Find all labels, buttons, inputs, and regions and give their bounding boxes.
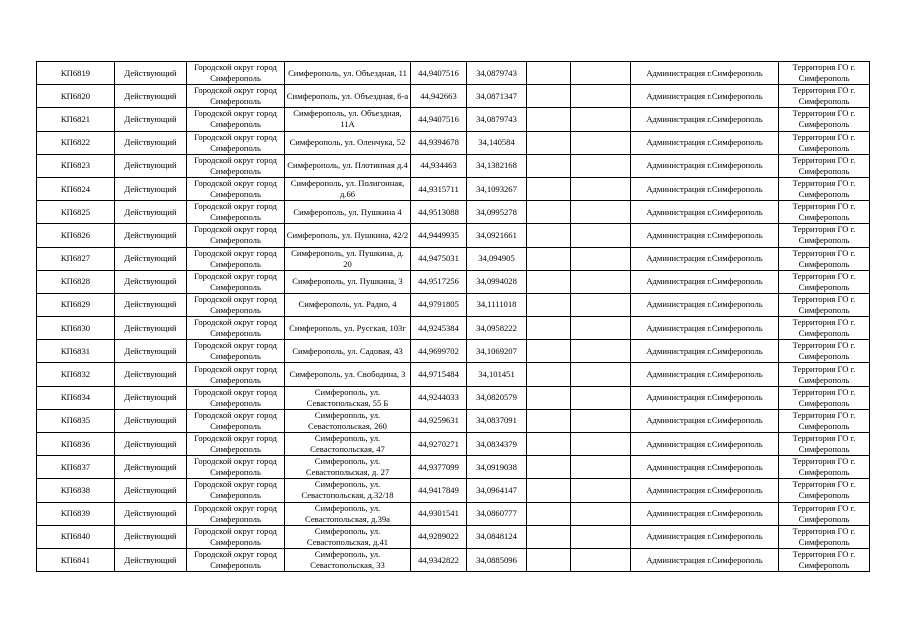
cell-address: Симферополь, ул. Плотинная д.4 [285,154,411,177]
cell-longitude: 34,0919038 [467,456,527,479]
cell-territory: Территория ГО г. Симферополь [779,502,870,525]
cell-status: Действующий [115,108,187,131]
cell-empty [571,293,631,316]
cell-empty [571,224,631,247]
cell-status: Действующий [115,62,187,85]
cell-territory: Территория ГО г. Симферополь [779,247,870,270]
cell-address: Симферополь, ул. Объездная, 6-а [285,85,411,108]
cell-municipality: Городской округ город Симферополь [187,502,285,525]
cell-empty [527,224,571,247]
cell-owner: Администрация г.Симферополь [631,363,779,386]
cell-owner: Администрация г.Симферополь [631,386,779,409]
cell-empty [527,548,571,571]
cell-latitude: 44,9315711 [411,177,467,200]
cell-id: КП6823 [37,154,115,177]
cell-address: Симферополь, ул. Оленчука, 52 [285,131,411,154]
cell-empty [571,363,631,386]
cell-address: Симферополь, ул. Севастопольская, д.32/18 [285,479,411,502]
cell-empty [571,247,631,270]
cell-id: КП6826 [37,224,115,247]
table-row [37,525,870,548]
cell-empty [571,270,631,293]
cell-empty [571,177,631,200]
cell-address: Симферополь, ул. Радио, 4 [285,293,411,316]
cell-id: КП6834 [37,386,115,409]
cell-empty [527,85,571,108]
cell-municipality: Городской округ город Симферополь [187,363,285,386]
cell-municipality: Городской округ город Симферополь [187,548,285,571]
cell-territory: Территория ГО г. Симферополь [779,224,870,247]
cell-latitude: 44,9715484 [411,363,467,386]
cell-empty [571,131,631,154]
cell-empty [571,108,631,131]
cell-empty [571,386,631,409]
cell-longitude: 34,0848124 [467,525,527,548]
cell-status: Действующий [115,363,187,386]
cell-empty [571,525,631,548]
cell-empty [571,85,631,108]
cell-address: Симферополь, ул. Пушкина, 3 [285,270,411,293]
cell-empty [527,201,571,224]
cell-id: КП6830 [37,317,115,340]
cell-latitude: 44,9245384 [411,317,467,340]
table-row [37,201,870,224]
cell-owner: Администрация г.Симферополь [631,433,779,456]
cell-territory: Территория ГО г. Симферополь [779,177,870,200]
cell-owner: Администрация г.Симферополь [631,270,779,293]
cell-longitude: 34,0958222 [467,317,527,340]
cell-municipality: Городской округ город Симферополь [187,340,285,363]
cell-owner: Администрация г.Симферополь [631,293,779,316]
table-row [37,502,870,525]
cell-id: КП6838 [37,479,115,502]
cell-owner: Администрация г.Симферополь [631,108,779,131]
cell-status: Действующий [115,270,187,293]
table-row [37,479,870,502]
table-row [37,62,870,85]
table-row [37,317,870,340]
cell-territory: Территория ГО г. Симферополь [779,548,870,571]
cell-latitude: 44,9289022 [411,525,467,548]
cell-territory: Территория ГО г. Симферополь [779,108,870,131]
cell-longitude: 34,0964147 [467,479,527,502]
cell-territory: Территория ГО г. Симферополь [779,433,870,456]
cell-status: Действующий [115,177,187,200]
cell-id: КП6839 [37,502,115,525]
cell-municipality: Городской округ город Симферополь [187,85,285,108]
cell-longitude: 34,0879743 [467,108,527,131]
cell-empty [527,433,571,456]
cell-longitude: 34,094905 [467,247,527,270]
cell-id: КП6832 [37,363,115,386]
cell-latitude: 44,9407516 [411,62,467,85]
cell-territory: Территория ГО г. Симферополь [779,525,870,548]
cell-municipality: Городской округ город Симферополь [187,247,285,270]
cell-owner: Администрация г.Симферополь [631,62,779,85]
table-row [37,548,870,571]
cell-empty [571,433,631,456]
cell-address: Симферополь, ул. Севастопольская, д.41 [285,525,411,548]
cell-id: КП6822 [37,131,115,154]
cell-address: Симферополь, ул. Объездная, 11А [285,108,411,131]
cell-empty [527,525,571,548]
cell-territory: Территория ГО г. Симферополь [779,479,870,502]
registry-table [36,61,870,572]
cell-territory: Территория ГО г. Симферополь [779,131,870,154]
cell-empty [527,293,571,316]
cell-empty [571,456,631,479]
cell-longitude: 34,140584 [467,131,527,154]
cell-status: Действующий [115,409,187,432]
cell-territory: Территория ГО г. Симферополь [779,85,870,108]
cell-empty [527,177,571,200]
cell-latitude: 44,9407516 [411,108,467,131]
cell-empty [527,340,571,363]
cell-territory: Территория ГО г. Симферополь [779,62,870,85]
cell-empty [527,502,571,525]
cell-status: Действующий [115,525,187,548]
cell-address: Симферополь, ул. Пушкина 4 [285,201,411,224]
cell-longitude: 34,0834379 [467,433,527,456]
cell-owner: Администрация г.Симферополь [631,456,779,479]
cell-empty [527,409,571,432]
cell-municipality: Городской округ город Симферополь [187,409,285,432]
cell-owner: Администрация г.Симферополь [631,479,779,502]
cell-longitude: 34,0871347 [467,85,527,108]
cell-latitude: 44,9270271 [411,433,467,456]
cell-status: Действующий [115,433,187,456]
table-row [37,433,870,456]
cell-status: Действующий [115,548,187,571]
cell-latitude: 44,9301541 [411,502,467,525]
cell-longitude: 34,1111018 [467,293,527,316]
cell-territory: Территория ГО г. Симферополь [779,363,870,386]
table-row [37,108,870,131]
cell-territory: Территория ГО г. Симферополь [779,201,870,224]
cell-id: КП6825 [37,201,115,224]
cell-address: Симферополь, ул. Севастопольская, д. 27 [285,456,411,479]
cell-owner: Администрация г.Симферополь [631,154,779,177]
table-row [37,386,870,409]
cell-municipality: Городской округ город Симферополь [187,386,285,409]
cell-municipality: Городской округ город Симферополь [187,479,285,502]
cell-longitude: 34,1093267 [467,177,527,200]
cell-latitude: 44,9377099 [411,456,467,479]
table-row [37,409,870,432]
cell-latitude: 44,942663 [411,85,467,108]
cell-longitude: 34,0995278 [467,201,527,224]
cell-owner: Администрация г.Симферополь [631,247,779,270]
cell-status: Действующий [115,456,187,479]
cell-address: Симферополь, ул. Севастопольская, 33 [285,548,411,571]
cell-municipality: Городской округ город Симферополь [187,433,285,456]
cell-municipality: Городской округ город Симферополь [187,525,285,548]
cell-latitude: 44,9475031 [411,247,467,270]
table-row [37,270,870,293]
table-row [37,85,870,108]
cell-address: Симферополь, ул. Пушкина, д. 20 [285,247,411,270]
cell-address: Симферополь, ул. Садовая, 43 [285,340,411,363]
cell-address: Симферополь, ул. Полигонная, д.66 [285,177,411,200]
cell-address: Симферополь, ул. Русская, 103г [285,317,411,340]
cell-owner: Администрация г.Симферополь [631,548,779,571]
cell-longitude: 34,0994028 [467,270,527,293]
table-row [37,224,870,247]
cell-address: Симферополь, ул. Севастопольская, 55 Б [285,386,411,409]
cell-empty [571,201,631,224]
cell-id: КП6836 [37,433,115,456]
cell-empty [571,502,631,525]
cell-status: Действующий [115,502,187,525]
cell-empty [571,479,631,502]
cell-id: КП6819 [37,62,115,85]
cell-address: Симферополь, ул. Севастопольская, 260 [285,409,411,432]
cell-status: Действующий [115,201,187,224]
cell-owner: Администрация г.Симферополь [631,177,779,200]
cell-owner: Администрация г.Симферополь [631,131,779,154]
table-row [37,340,870,363]
cell-latitude: 44,9791805 [411,293,467,316]
cell-status: Действующий [115,247,187,270]
cell-status: Действующий [115,317,187,340]
cell-latitude: 44,9342822 [411,548,467,571]
cell-longitude: 34,1069207 [467,340,527,363]
cell-id: КП6821 [37,108,115,131]
cell-empty [527,247,571,270]
cell-id: КП6841 [37,548,115,571]
cell-status: Действующий [115,386,187,409]
table-row [37,363,870,386]
cell-municipality: Городской округ город Симферополь [187,108,285,131]
cell-id: КП6829 [37,293,115,316]
cell-municipality: Городской округ город Симферополь [187,62,285,85]
cell-address: Симферополь, ул. Пушкина, 42/2 [285,224,411,247]
cell-status: Действующий [115,131,187,154]
cell-longitude: 34,0820579 [467,386,527,409]
cell-municipality: Городской округ город Симферополь [187,154,285,177]
cell-status: Действующий [115,224,187,247]
cell-address: Симферополь, ул. Севастопольская, д.39а [285,502,411,525]
cell-address: Симферополь, ул. Объездная, 11 [285,62,411,85]
cell-longitude: 34,0879743 [467,62,527,85]
cell-longitude: 34,0860777 [467,502,527,525]
cell-id: КП6835 [37,409,115,432]
cell-empty [527,62,571,85]
cell-owner: Администрация г.Симферополь [631,525,779,548]
cell-territory: Территория ГО г. Симферополь [779,317,870,340]
cell-empty [527,479,571,502]
table-row [37,247,870,270]
cell-municipality: Городской округ город Симферополь [187,131,285,154]
cell-latitude: 44,9449935 [411,224,467,247]
cell-empty [571,409,631,432]
cell-owner: Администрация г.Симферополь [631,340,779,363]
cell-address: Симферополь, ул. Свободина, 3 [285,363,411,386]
cell-empty [527,386,571,409]
cell-longitude: 34,0885096 [467,548,527,571]
cell-address: Симферополь, ул. Севастопольская, 47 [285,433,411,456]
cell-empty [571,62,631,85]
cell-status: Действующий [115,293,187,316]
table-row [37,293,870,316]
table-row [37,131,870,154]
cell-owner: Администрация г.Симферополь [631,201,779,224]
cell-empty [527,456,571,479]
cell-municipality: Городской округ город Симферополь [187,317,285,340]
cell-id: КП6837 [37,456,115,479]
cell-latitude: 44,9394678 [411,131,467,154]
cell-status: Действующий [115,85,187,108]
cell-longitude: 34,0837091 [467,409,527,432]
cell-latitude: 44,9513088 [411,201,467,224]
cell-territory: Территория ГО г. Симферополь [779,456,870,479]
table-row [37,456,870,479]
cell-status: Действующий [115,154,187,177]
cell-latitude: 44,9517256 [411,270,467,293]
cell-owner: Администрация г.Симферополь [631,224,779,247]
cell-owner: Администрация г.Симферополь [631,409,779,432]
cell-territory: Территория ГО г. Симферополь [779,270,870,293]
table-row [37,154,870,177]
cell-empty [571,317,631,340]
cell-id: КП6828 [37,270,115,293]
cell-empty [527,270,571,293]
cell-municipality: Городской округ город Симферополь [187,293,285,316]
cell-id: КП6831 [37,340,115,363]
cell-territory: Территория ГО г. Симферополь [779,340,870,363]
cell-longitude: 34,101451 [467,363,527,386]
cell-municipality: Городской округ город Симферополь [187,177,285,200]
cell-territory: Территория ГО г. Симферополь [779,154,870,177]
table-row [37,177,870,200]
cell-id: КП6840 [37,525,115,548]
cell-status: Действующий [115,479,187,502]
cell-id: КП6820 [37,85,115,108]
cell-id: КП6827 [37,247,115,270]
cell-owner: Администрация г.Симферополь [631,317,779,340]
cell-territory: Территория ГО г. Симферополь [779,386,870,409]
table-body [37,62,870,572]
cell-longitude: 34,0921661 [467,224,527,247]
cell-status: Действующий [115,340,187,363]
cell-latitude: 44,9417849 [411,479,467,502]
cell-empty [527,154,571,177]
cell-empty [571,548,631,571]
cell-latitude: 44,9244033 [411,386,467,409]
cell-latitude: 44,934463 [411,154,467,177]
cell-latitude: 44,9259631 [411,409,467,432]
cell-municipality: Городской округ город Симферополь [187,201,285,224]
cell-empty [571,154,631,177]
cell-empty [527,363,571,386]
cell-owner: Администрация г.Симферополь [631,502,779,525]
cell-owner: Администрация г.Симферополь [631,85,779,108]
cell-longitude: 34,1382168 [467,154,527,177]
cell-municipality: Городской округ город Симферополь [187,270,285,293]
cell-id: КП6824 [37,177,115,200]
cell-empty [527,317,571,340]
cell-municipality: Городской округ город Симферополь [187,224,285,247]
cell-municipality: Городской округ город Симферополь [187,456,285,479]
cell-territory: Территория ГО г. Симферополь [779,293,870,316]
cell-territory: Территория ГО г. Симферополь [779,409,870,432]
cell-latitude: 44,9699702 [411,340,467,363]
cell-empty [571,340,631,363]
cell-empty [527,108,571,131]
cell-empty [527,131,571,154]
